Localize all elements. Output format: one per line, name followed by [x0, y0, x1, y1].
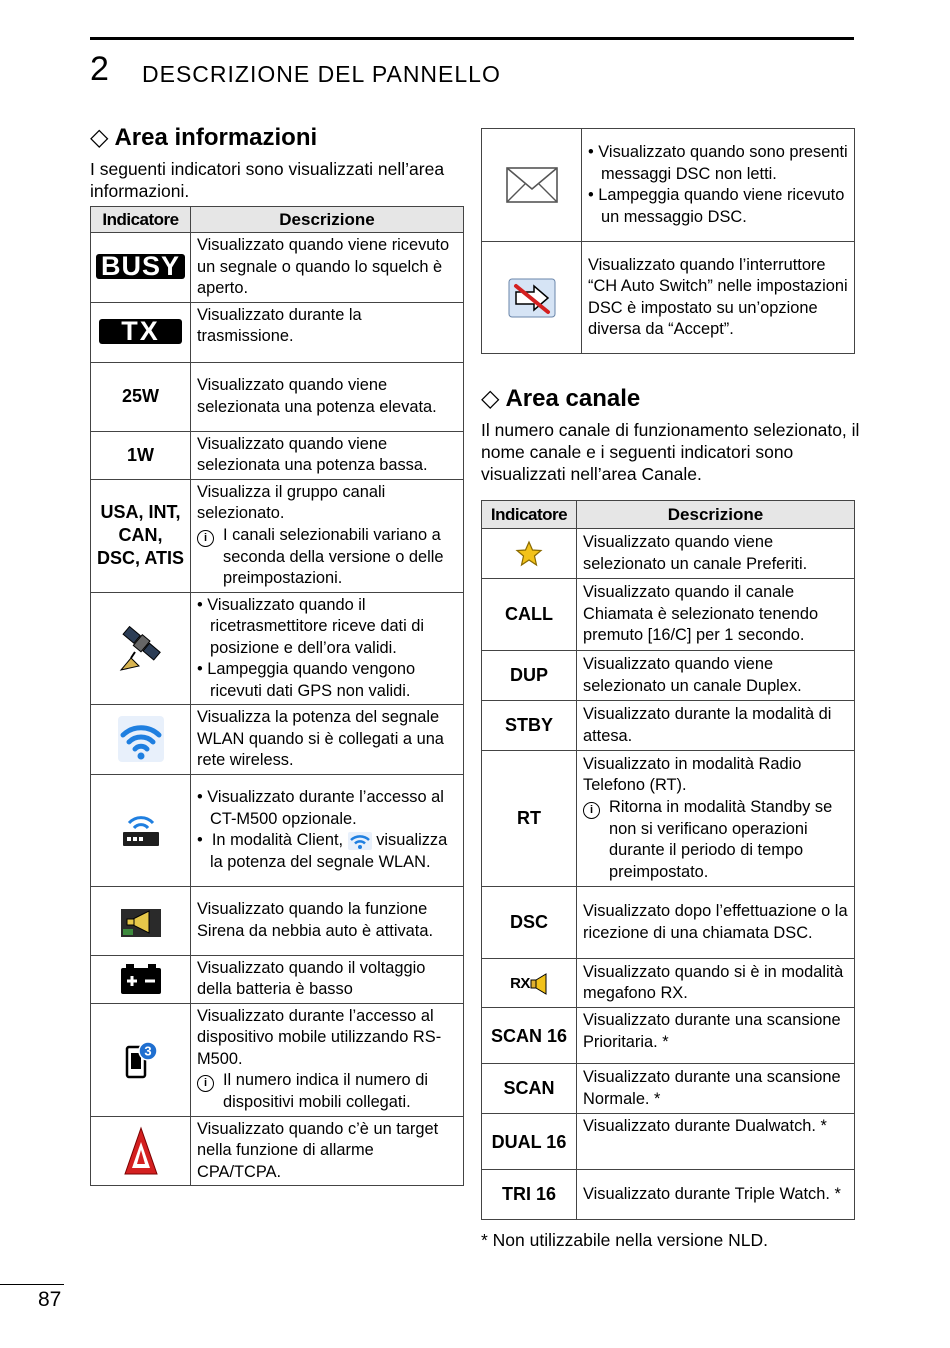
table-row: [91, 705, 464, 775]
mobile-device-icon: [121, 1039, 161, 1081]
fog-horn-icon: [119, 901, 163, 941]
gps-satellite-icon: [115, 622, 167, 674]
table-row: [91, 955, 464, 1003]
tx-icon: TX: [99, 319, 182, 344]
envelope-icon: [505, 165, 559, 205]
page-number-rule: [0, 1284, 64, 1285]
cpa-alarm-icon: [123, 1126, 159, 1176]
desc-text: Visualizzato durante l’accesso al dispositivo mobile utilizzando RS-M500.: [197, 1006, 442, 1068]
diamond-icon: ◇: [481, 385, 500, 412]
table-row: [482, 751, 855, 887]
table-row: [482, 959, 855, 1008]
desc-text: Visualizzato in modalità Radio Telefono (RT).: [583, 754, 802, 795]
col-description: Descrizione: [191, 207, 464, 233]
row-description: Visualizzato quando il canale Chiamata è selezionato tenendo premuto [16/C] per 1 secondo.: [577, 579, 855, 651]
page-number: 87: [38, 1288, 62, 1311]
indicator-tri-16: TRI 16: [482, 1170, 577, 1220]
table-row: [91, 479, 464, 592]
row-description: Visualizza la potenza del segnale WLAN quando si è collegati a una rete wireless.: [191, 705, 464, 775]
table-row: [482, 242, 855, 354]
mobile-device-count: 3: [143, 1043, 152, 1058]
table-row: [482, 887, 855, 959]
bullet: • Visualizzato durante l’accesso al CT-M500 opzionale.: [197, 788, 444, 828]
row-description: Visualizzato durante Dualwatch. *: [577, 1114, 855, 1170]
row-description: Visualizzato dopo l’effettuazione o la ricezione di una chiamata DSC.: [577, 887, 855, 959]
row-description: Visualizzato quando c’è un target nella funzione di allarme CPA/TCPA.: [191, 1116, 464, 1186]
busy-icon: BUSY: [96, 254, 185, 279]
info-note-icon: i: [197, 1075, 214, 1092]
row-description: Visualizzato quando viene selezionato un canale Preferiti.: [577, 529, 855, 579]
table-row: [482, 651, 855, 701]
chapter-title: DESCRIZIONE DEL PANNELLO: [142, 61, 501, 87]
indicator-call: CALL: [482, 579, 577, 651]
bullet: • Lampeggia quando viene ricevuto un messaggio DSC.: [588, 186, 845, 226]
row-description: Visualizzato durante la trasmissione.: [191, 302, 464, 362]
desc-text: Visualizza il gruppo canali selezionato.: [197, 482, 386, 522]
row-description: Visualizzato quando viene ricevuto un segnale o quando lo squelch è aperto.: [191, 233, 464, 303]
row-description: [191, 479, 464, 592]
table-row: [91, 233, 464, 303]
indicator-rt: RT: [482, 751, 577, 887]
indicator-scan-16: SCAN 16: [482, 1008, 577, 1064]
info-area-intro: I seguenti indicatori sono visualizzati nell’area informazioni.: [90, 159, 445, 201]
table-row: [91, 1003, 464, 1116]
note: i Il numero indica il numero di dispositivi mobili collegati.: [197, 1070, 458, 1114]
indicator-25w: 25W: [91, 362, 191, 431]
row-description: [582, 129, 855, 242]
table-row: [91, 362, 464, 431]
col-indicator: Indicatore: [91, 207, 191, 233]
channel-area-intro: Il numero canale di funzionamento selezionato, il nome canale e i seguenti indicatori sono visualizzati nell’area Canale.: [481, 420, 860, 484]
bullet: • Visualizzato quando sono presenti messaggi DSC non letti.: [588, 143, 848, 183]
table-row: [91, 431, 464, 479]
row-description: Visualizzato durante una scansione Normale. *: [577, 1064, 855, 1114]
footnote: * Non utilizzabile nella versione NLD.: [481, 1230, 768, 1250]
indicator-1w: 1W: [91, 431, 191, 479]
star-icon: [515, 540, 543, 568]
info-area-table-cont: [481, 128, 855, 354]
row-description: Visualizzato quando viene selezionata una potenza bassa.: [191, 431, 464, 479]
table-row: [482, 529, 855, 579]
info-area-table: [90, 206, 464, 1186]
wlan-signal-icon: [117, 715, 165, 763]
indicator-dup: DUP: [482, 651, 577, 701]
diamond-icon: ◇: [90, 124, 109, 151]
wlan-signal-icon: [348, 832, 372, 850]
table-row: [482, 701, 855, 751]
table-row: [482, 1008, 855, 1064]
bullet: • Lampeggia quando vengono ricevuti dati GPS non validi.: [197, 660, 416, 700]
battery-icon: [120, 962, 162, 996]
row-description: Visualizzato durante la modalità di attesa.: [577, 701, 855, 751]
info-area-title: ◇ Area informazioni: [90, 124, 318, 151]
indicator-dsc: DSC: [482, 887, 577, 959]
auto-switch-off-icon: [508, 278, 556, 318]
row-description: Visualizzato durante Triple Watch. *: [577, 1170, 855, 1220]
table-row: [91, 774, 464, 886]
row-description: Visualizzato quando la funzione Sirena da nebbia auto è attivata.: [191, 886, 464, 955]
row-description: [577, 751, 855, 887]
table-row: [482, 1064, 855, 1114]
top-rule: [90, 37, 854, 40]
note: i Ritorna in modalità Standby se non si verificano operazioni durante il periodo di tempo preimpostato.: [583, 797, 849, 884]
table-row: [482, 1170, 855, 1220]
table-row: [482, 129, 855, 242]
indicator-channel-groups: USA, INT, CAN, DSC, ATIS: [91, 479, 191, 592]
rx-megaphone-icon: RX: [510, 972, 548, 995]
row-description: [191, 592, 464, 705]
indicator-stby: STBY: [482, 701, 577, 751]
row-description: Visualizzato quando si è in modalità megafono RX.: [577, 959, 855, 1008]
col-indicator: Indicatore: [482, 501, 577, 529]
channel-area-title: ◇ Area canale: [481, 385, 641, 412]
table-row: [91, 302, 464, 362]
row-description: [191, 774, 464, 886]
col-description: Descrizione: [577, 501, 855, 529]
table-row: [91, 886, 464, 955]
bullet: • Visualizzato quando il ricetrasmettitore riceve dati di posizione e dell’ora validi.: [197, 595, 425, 657]
row-description: Visualizzato quando viene selezionata una potenza elevata.: [191, 362, 464, 431]
table-row: [482, 579, 855, 651]
table-row: [91, 592, 464, 705]
info-note-icon: i: [197, 530, 214, 547]
row-description: Visualizzato durante una scansione Prioritaria. *: [577, 1008, 855, 1064]
chapter-number: 2: [90, 50, 109, 88]
indicator-scan: SCAN: [482, 1064, 577, 1114]
wlan-router-icon: [119, 810, 163, 850]
table-row: [482, 1114, 855, 1170]
channel-area-table: [481, 500, 855, 1220]
row-description: Visualizzato quando viene selezionato un canale Duplex.: [577, 651, 855, 701]
bullet: • In modalità Client, visualizza la potenza del segnale WLAN.: [197, 831, 448, 871]
indicator-dual-16: DUAL 16: [482, 1114, 577, 1170]
table-row: [91, 1116, 464, 1186]
note: i I canali selezionabili variano a seconda della versione o delle preimpostazioni.: [197, 525, 458, 590]
row-description: Visualizzato quando l’interruttore “CH Auto Switch” nelle impostazioni DSC è impostato su un’opzione diversa da “Accept”.: [582, 242, 855, 354]
info-note-icon: i: [583, 802, 600, 819]
row-description: Visualizzato quando il voltaggio della batteria è basso: [191, 955, 464, 1003]
row-description: [191, 1003, 464, 1116]
